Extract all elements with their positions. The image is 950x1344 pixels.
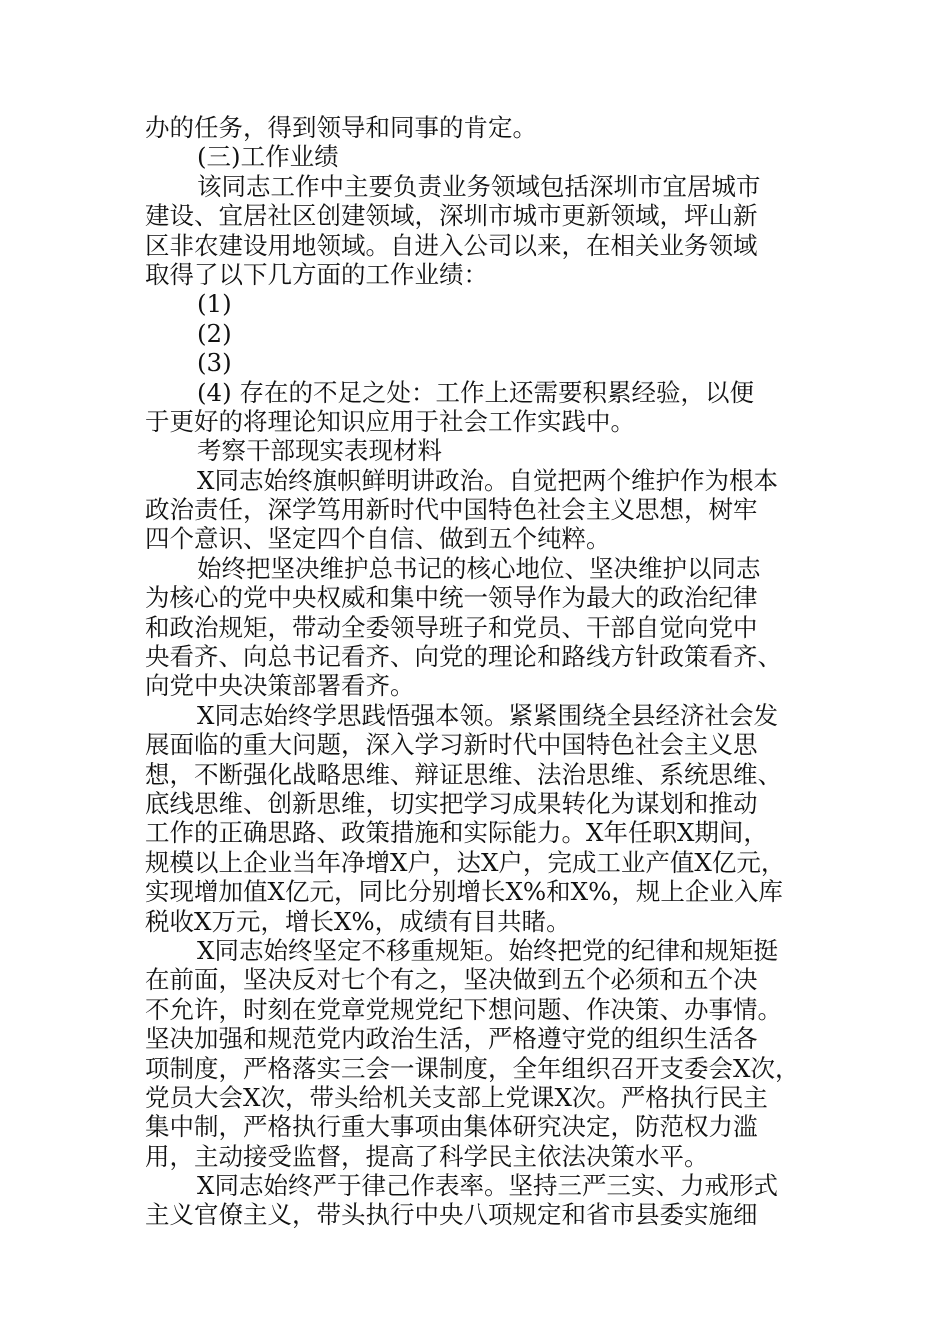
text-line: 想，不断强化战略思维、辩证思维、法治思维、系统思维、 bbox=[145, 759, 782, 789]
text-line: 展面临的重大问题，深入学习新时代中国特色社会主义思 bbox=[145, 730, 758, 760]
text-line: 向党中央决策部署看齐。 bbox=[145, 671, 415, 701]
document-body bbox=[145, 113, 825, 1230]
text-line: 坚决加强和规范党内政治生活，严格遵守党的组织生活各 bbox=[145, 1024, 758, 1054]
text-line: (4) 存在的不足之处：工作上还需要积累经验，以便 bbox=[197, 377, 754, 407]
text-line: (2) bbox=[197, 318, 232, 348]
text-line: 四个意识、坚定四个自信、做到五个纯粹。 bbox=[145, 524, 611, 554]
text-line: 用，主动接受监督，提高了科学民主依法决策水平。 bbox=[145, 1141, 709, 1171]
text-line: 考察干部现实表现材料 bbox=[197, 436, 442, 466]
text-line: 和政治规矩，带动全委领导班子和党员、干部自觉向党中 bbox=[145, 612, 758, 642]
text-line: X同志始终旗帜鲜明讲政治。自觉把两个维护作为根本 bbox=[197, 465, 778, 495]
text-line: 在前面，坚决反对七个有之，坚决做到五个必须和五个决 bbox=[145, 965, 758, 995]
text-line: 集中制，严格执行重大事项由集体研究决定，防范权力滥 bbox=[145, 1112, 758, 1142]
text-line: 办的任务，得到领导和同事的肯定。 bbox=[145, 113, 537, 142]
text-line: 建设、宜居社区创建领域，深圳市城市更新领域，坪山新 bbox=[145, 201, 758, 231]
text-line: 区非农建设用地领域。自进入公司以来，在相关业务领域 bbox=[145, 230, 758, 260]
text-line: 底线思维、创新思维，切实把学习成果转化为谋划和推动 bbox=[145, 788, 758, 818]
text-line: 工作的正确思路、政策措施和实际能力。X年任职X期间， bbox=[145, 818, 768, 848]
text-line: 央看齐、向总书记看齐、向党的理论和路线方针政策看齐、 bbox=[145, 642, 782, 672]
text-line: 项制度，严格落实三会一课制度，全年组织召开支委会X次， bbox=[145, 1053, 800, 1083]
text-line: X同志始终严于律己作表率。坚持三严三实、力戒形式 bbox=[197, 1171, 778, 1201]
text-line: 于更好的将理论知识应用于社会工作实践中。 bbox=[145, 406, 635, 436]
text-line: 规模以上企业当年净增X户，达X户，完成工业产值X亿元， bbox=[145, 847, 786, 877]
text-line: 为核心的党中央权威和集中统一领导作为最大的政治纪律 bbox=[145, 583, 758, 613]
text-line: 党员大会X次，带头给机关支部上党课X次。严格执行民主 bbox=[145, 1082, 768, 1112]
text-line: 始终把坚决维护总书记的核心地位、坚决维护以同志 bbox=[197, 553, 761, 583]
text-line: 实现增加值X亿元，同比分别增长X%和X%，规上企业入库 bbox=[145, 877, 783, 907]
text-line: 主义官僚主义，带头执行中央八项规定和省市县委实施细 bbox=[145, 1200, 758, 1230]
text-line: (三)工作业绩 bbox=[197, 142, 339, 172]
text-line: 税收X万元，增长X%，成绩有目共睹。 bbox=[145, 906, 571, 936]
text-line: X同志始终坚定不移重规矩。始终把党的纪律和规矩挺 bbox=[197, 935, 778, 965]
text-line: (3) bbox=[197, 348, 232, 378]
text-line: 政治责任，深学笃用新时代中国特色社会主义思想，树牢 bbox=[145, 495, 758, 525]
text-line: 不允许，时刻在党章党规党纪下想问题、作决策、办事情。 bbox=[145, 994, 782, 1024]
text-line: 该同志工作中主要负责业务领域包括深圳市宜居城市 bbox=[197, 171, 761, 201]
text-line: X同志始终学思践悟强本领。紧紧围绕全县经济社会发 bbox=[197, 700, 778, 730]
text-line: 取得了以下几方面的工作业绩： bbox=[145, 259, 488, 289]
text-line: (1) bbox=[197, 289, 232, 319]
